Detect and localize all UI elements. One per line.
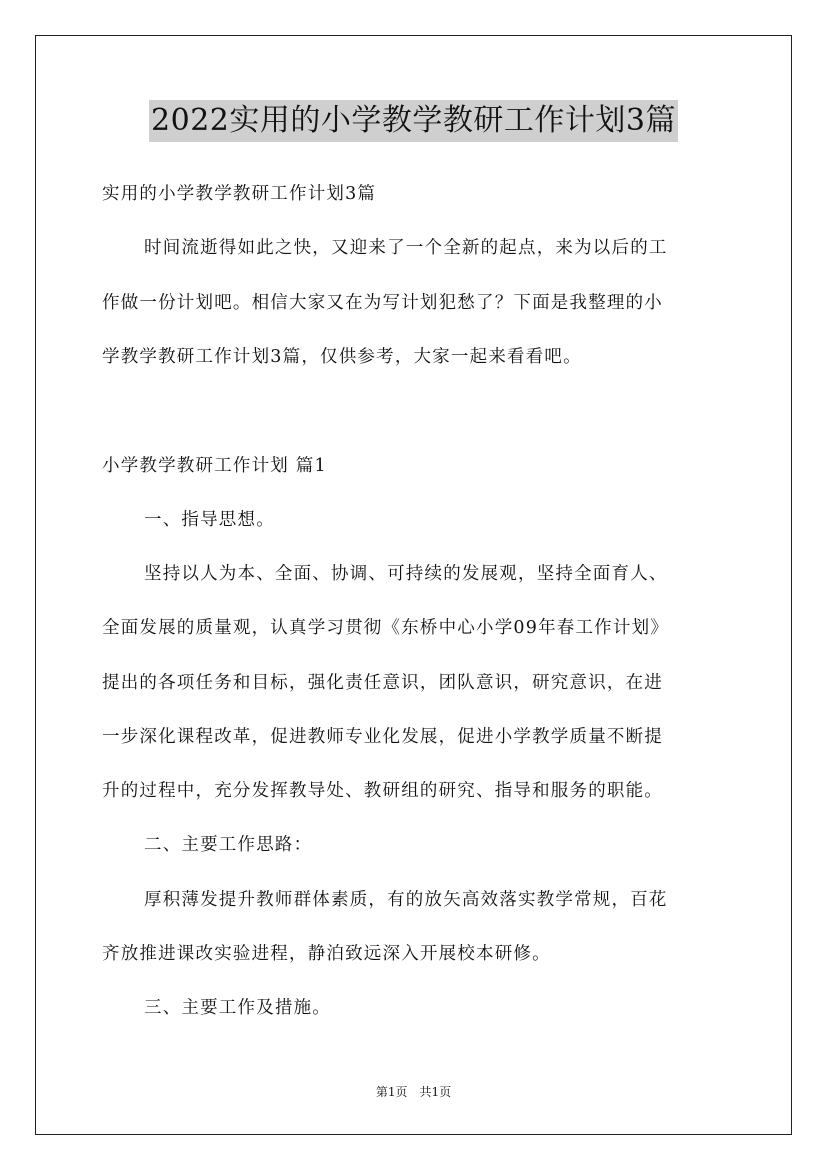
heading-main-ideas: 二、主要工作思路： xyxy=(144,835,313,855)
section-heading: 小学教学教研工作计划 篇1 xyxy=(102,456,327,476)
paragraph-line: 提出的各项任务和目标，强化责任意识，团队意识，研究意识，在进 xyxy=(102,673,663,693)
paragraph-line: 厚积薄发提升教师群体素质，有的放矢高效落实教学常规，百花 xyxy=(144,890,668,910)
intro-line: 学教学教研工作计划3篇，仅供参考，大家一起来看看吧。 xyxy=(102,347,582,367)
paragraph-line: 一步深化课程改革，促进教师专业化发展，促进小学教学质量不断提 xyxy=(102,727,663,747)
title-container xyxy=(0,100,827,142)
paragraph-line: 全面发展的质量观，认真学习贯彻《东桥中心小学09年春工作计划》 xyxy=(102,618,669,638)
intro-line: 时间流逝得如此之快，又迎来了一个全新的起点，来为以后的工 xyxy=(144,238,668,258)
heading-main-work: 三、主要工作及措施。 xyxy=(144,998,331,1018)
document-title: 2022实用的小学教学教研工作计划3篇 xyxy=(149,100,678,142)
paragraph-line: 齐放推进课改实验进程，静泊致远深入开展校本研修。 xyxy=(102,944,551,964)
intro-line: 作做一份计划吧。相信大家又在为写计划犯愁了？下面是我整理的小 xyxy=(102,293,663,313)
page-footer: 第1页 共1页 xyxy=(375,1085,452,1099)
paragraph-line: 坚持以人为本、全面、协调、可持续的发展观，坚持全面育人、 xyxy=(144,564,668,584)
document-subtitle: 实用的小学教学教研工作计划3篇 xyxy=(102,184,377,204)
paragraph-line: 升的过程中，充分发挥教导处、教研组的研究、指导和服务的职能。 xyxy=(102,781,663,801)
heading-guiding-thought: 一、指导思想。 xyxy=(144,510,275,530)
